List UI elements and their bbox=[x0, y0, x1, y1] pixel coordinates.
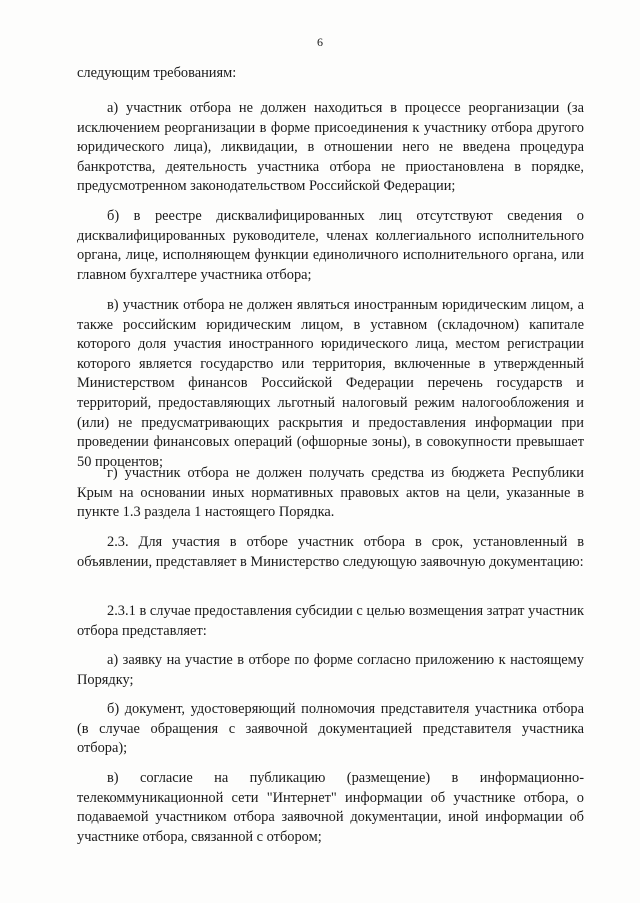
paragraph-intro bbox=[77, 64, 584, 84]
paragraph-text: следующим требованиям: bbox=[77, 65, 237, 81]
paragraph-2-3-1 bbox=[77, 602, 584, 641]
paragraph-text: а) заявку на участие в отборе по форме согласно приложению к настоящему Порядку; bbox=[77, 652, 584, 688]
paragraph-text: в) участник отбора не должен являться иностранным юридическим лицом, а также российским юридическим лицом, в уставном (складочном) капитале которого доля участия иностранного юридического лица, местом регистрации которого является государство или территория, включенные в утвержденный Министерством финансов Российской Федерации перечень государств и территорий, предоставляющих льготный налоговый режим налогообложения и (или) не предусматривающих раскрытия и предоставления информации при проведении финансовых операций (офшорные зоны), в совокупности превышает 50 процентов; bbox=[77, 297, 584, 470]
paragraph-item-b-authority bbox=[77, 700, 584, 759]
paragraph-text: 2.3. Для участия в отборе участник отбора в срок, установленный в объявлении, представляет в Министерство следующую заявочную документацию: bbox=[77, 534, 584, 570]
paragraph-text: б) документ, удостоверяющий полномочия представителя участника отбора (в случае обращения с заявочной документацией представителя участника отбора); bbox=[77, 701, 584, 757]
paragraph-g-budget-funds bbox=[77, 464, 584, 523]
paragraph-b-disqualified bbox=[77, 207, 584, 285]
paragraph-2-3 bbox=[77, 533, 584, 572]
paragraph-text: в) согласие на публикацию (размещение) в информационно-телекоммуникационной сети "Интернет" информации об участнике отбора, о подаваемой участником отбора заявочной документации, иной информации об участнике отбора, связанной с отбором; bbox=[77, 770, 584, 845]
paragraph-v-foreign-entity bbox=[77, 296, 584, 472]
page-number: 6 bbox=[317, 35, 323, 49]
paragraph-text: г) участник отбора не должен получать средства из бюджета Республики Крым на основании иных нормативных правовых актов на цели, указанные в пункте 1.3 раздела 1 настоящего Порядка. bbox=[77, 465, 584, 521]
paragraph-text: б) в реестре дисквалифицированных лиц отсутствуют сведения о дисквалифицированных руководителе, членах коллегиального исполнительного органа, лице, исполняющем функции единоличного исполнительного органа, или главном бухгалтере участника отбора; bbox=[77, 208, 584, 283]
paragraph-item-a-application bbox=[77, 651, 584, 690]
paragraph-item-v-consent bbox=[77, 769, 584, 847]
paragraph-text: 2.3.1 в случае предоставления субсидии с целью возмещения затрат участник отбора представляет: bbox=[77, 603, 584, 639]
paragraph-text: а) участник отбора не должен находиться в процессе реорганизации (за исключением реорганизации в форме присоединения к участнику отбора другого юридического лица), ликвидации, в отношении него не введена процедура банкротства, деятельность участника отбора не приостановлена в порядке, предусмотренном законодательством Российской Федерации; bbox=[77, 100, 584, 195]
paragraph-a-reorganization bbox=[77, 99, 584, 197]
